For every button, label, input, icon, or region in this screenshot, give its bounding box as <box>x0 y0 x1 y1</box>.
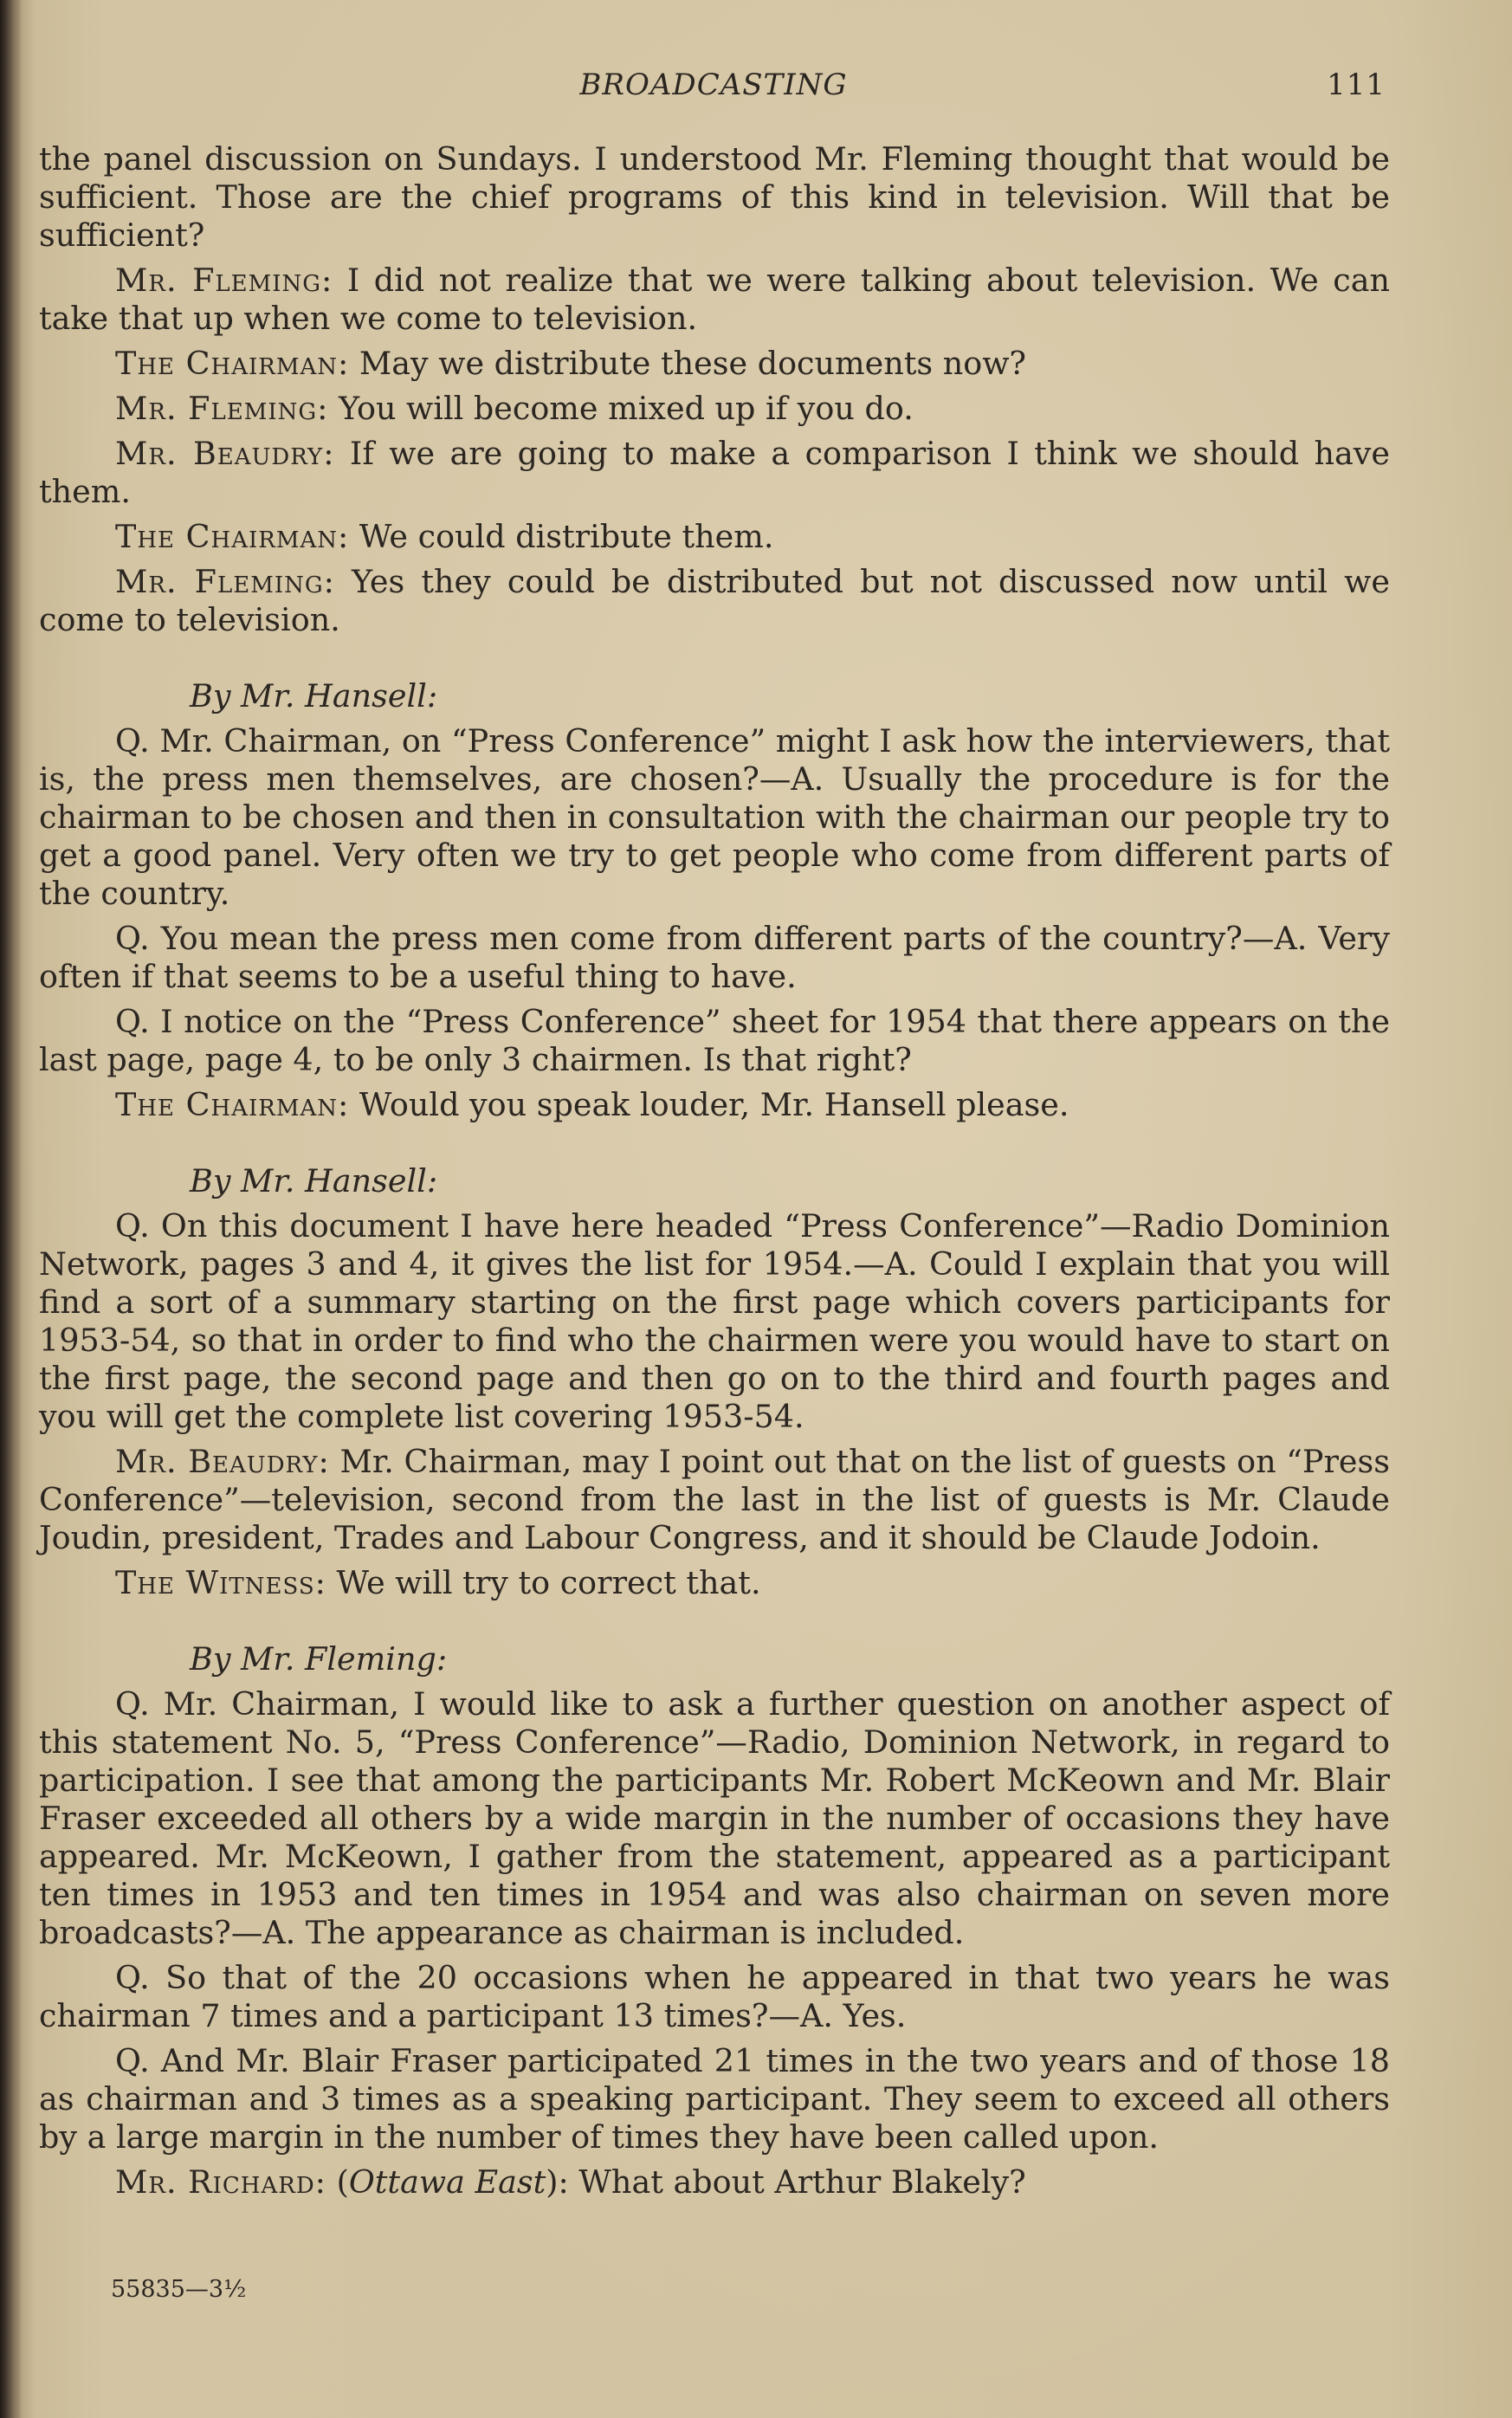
paragraph <box>39 262 1390 338</box>
page-body <box>39 140 1390 2208</box>
speaker-name: Mr. Beaudry: <box>115 435 335 472</box>
speaker-name: Mr. Beaudry: <box>115 1443 330 1480</box>
speech-text: Yes they could be distributed but not discussed now until we come to television. <box>39 563 1390 638</box>
speaker-name: The Chairman: <box>115 345 350 382</box>
speech-text: Would you speak louder, Mr. Hansell please. <box>349 1086 1069 1123</box>
examiner-byline: By Mr. Hansell: <box>190 1162 438 1199</box>
question-answer: Q. Mr. Chairman, on “Press Conference” might I ask how the interviewers, that is, the press men themselves, are chosen?—A. Usually the procedure is for the chairman to be chosen and then in consultation with the chairman our people try to get a good panel. Very often we try to get people who come from different parts of the country. <box>39 722 1390 912</box>
paragraph: the panel discussion on Sundays. I understood Mr. Fleming thought that would be sufficient. Those are the chief programs of this kind in television. Will that be sufficient? <box>39 140 1390 254</box>
question-answer: Q. I notice on the “Press Conference” sheet for 1954 that there appears on the last page, page 4, to be only 3 chairmen. Is that right? <box>39 1003 1390 1078</box>
speech-text: You will become mixed up if you do. <box>328 390 914 427</box>
speaker-name: Mr. Fleming: <box>115 563 335 600</box>
paragraph <box>39 345 1390 383</box>
running-title: BROADCASTING <box>579 68 848 102</box>
page-number: 111 <box>1327 68 1386 102</box>
binding-edge <box>0 0 23 2418</box>
speech-text: I did not realize that we were talking about television. We can take that up when we come to television. <box>39 262 1390 337</box>
speaker-name: The Chairman: <box>115 518 350 555</box>
speech-text: We could distribute them. <box>349 518 774 555</box>
printer-signature-code: 55835—3½ <box>111 2276 247 2303</box>
question-answer: Q. And Mr. Blair Fraser participated 21 times in the two years and of those 18 as chairman and 3 times as a speaking participant. They seem to exceed all others by a large margin in the number of times they have been called upon. <box>39 2042 1390 2156</box>
paren-open: ( <box>326 2163 349 2201</box>
question-answer: Q. On this document I have here headed “Press Conference”—Radio Dominion Network, pages 3 and 4, it gives the list for 1954.—A. Could I explain that you will find a sort of a summary starting on the first page which covers participants for 1953-54, so that in order to find who the chairmen were you would have to start on the first page, the second page and then go on to the third and fourth pages and you will get the complete list covering 1953-54. <box>39 1207 1390 1435</box>
riding-name: Ottawa East <box>348 2163 546 2201</box>
speaker-name: The Chairman: <box>115 1086 350 1123</box>
speaker-name: The Witness: <box>115 1564 326 1601</box>
speaker-name: Mr. Fleming: <box>115 262 333 299</box>
paren-close: ): <box>546 2163 569 2201</box>
question-answer: Q. So that of the 20 occasions when he appeared in that two years he was chairman 7 times and a participant 13 times?—A. Yes. <box>39 1959 1390 2034</box>
question-answer: Q. You mean the press men come from different parts of the country?—A. Very often if that seems to be a useful thing to have. <box>39 920 1390 995</box>
speaker-name: Mr. Richard: <box>115 2163 326 2201</box>
paragraph <box>39 563 1390 639</box>
examiner-byline: By Mr. Hansell: <box>190 677 438 714</box>
speech-text: What about Arthur Blakely? <box>568 2163 1026 2201</box>
examiner-byline: By Mr. Fleming: <box>190 1640 448 1678</box>
paragraph <box>39 518 1390 556</box>
paragraph <box>39 1443 1390 1557</box>
speaker-name: Mr. Fleming: <box>115 390 329 427</box>
speech-text: If we are going to make a comparison I think we should have them. <box>39 435 1390 510</box>
speech-text: Mr. Chairman, may I point out that on the list of guests on “Press Conference”—television, second from the last in the list of guests is Mr. Claude Joudin, president, Trades and Labour Congress, and it should be Claude Jodoin. <box>39 1443 1390 1556</box>
paragraph <box>39 2163 1390 2201</box>
running-header <box>42 68 1386 107</box>
paragraph <box>39 435 1390 511</box>
question-answer: Q. Mr. Chairman, I would like to ask a further question on another aspect of this statement No. 5, “Press Conference”—Radio, Dominion Network, in regard to participation. I see that among the participants Mr. Robert McKeown and Mr. Blair Fraser exceeded all others by a wide margin in the number of occasions they have appeared. Mr. McKeown, I gather from the statement, appeared as a participant ten times in 1953 and ten times in 1954 and was also chairman on seven more broadcasts?—A. The appearance as chairman is included. <box>39 1685 1390 1951</box>
paragraph <box>39 1564 1390 1602</box>
paragraph <box>39 1086 1390 1124</box>
speech-text: We will try to correct that. <box>326 1564 761 1601</box>
paragraph <box>39 390 1390 428</box>
speech-text: May we distribute these documents now? <box>349 345 1027 382</box>
